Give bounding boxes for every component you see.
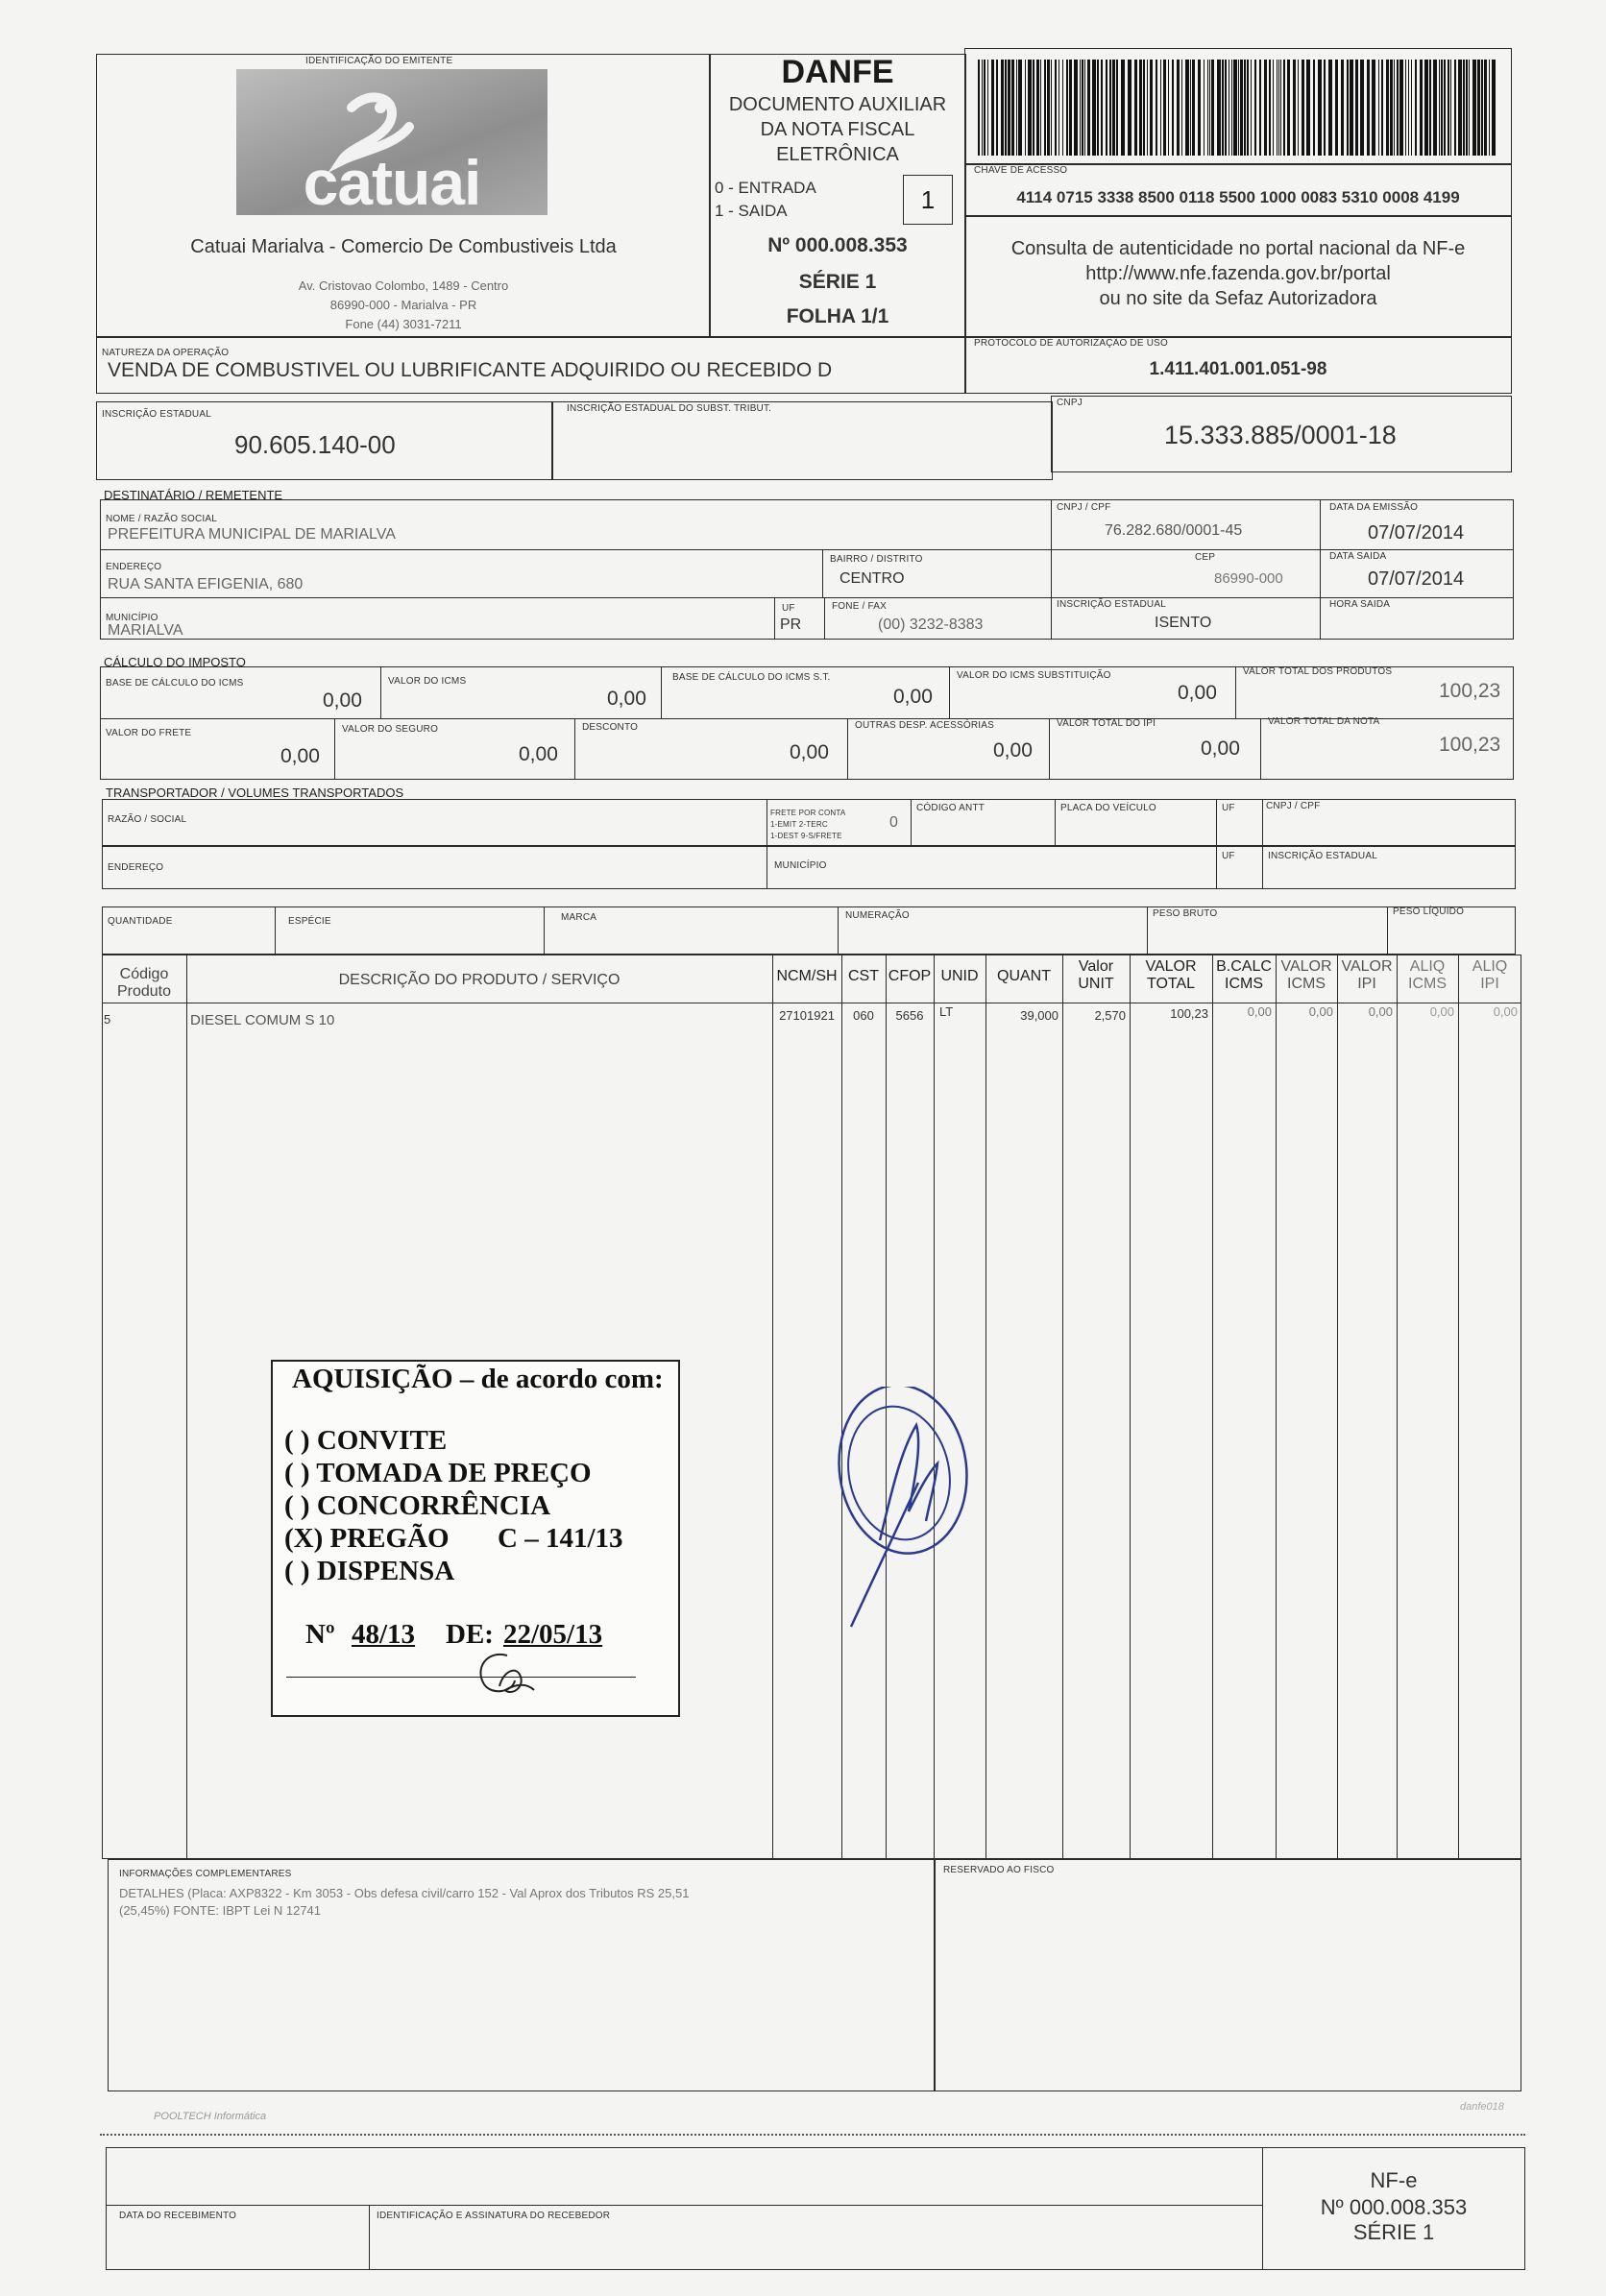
barcode-bar xyxy=(1302,60,1304,156)
col-header-vicms: VALOR ICMS xyxy=(1280,958,1332,992)
barcode-bar xyxy=(1225,60,1227,156)
base-st: 0,00 xyxy=(893,686,933,708)
barcode-bar xyxy=(1273,60,1274,156)
barcode-bar xyxy=(1397,60,1399,156)
transp-municipio-label: MUNICÍPIO xyxy=(774,860,827,871)
barcode-bar xyxy=(1058,60,1059,156)
numeracao-label: NUMERAÇÃO xyxy=(845,910,910,921)
barcode-bar xyxy=(1298,60,1299,156)
barcode-bar xyxy=(1209,60,1210,156)
barcode-bar xyxy=(1087,60,1090,156)
desconto: 0,00 xyxy=(790,741,829,763)
barcode-bar xyxy=(1066,60,1068,156)
barcode-bar xyxy=(1283,60,1285,156)
barcode-bar xyxy=(1287,60,1290,156)
barcode-bar xyxy=(1011,60,1014,156)
chave-value: 4114 0715 3338 8500 0118 5500 1000 0083 5310 0008 4199 xyxy=(1016,188,1460,206)
barcode-bar xyxy=(1047,60,1050,156)
barcode-bar xyxy=(1128,60,1132,156)
transp-ie-label: INSCRIÇÃO ESTADUAL xyxy=(1268,851,1377,861)
dest-nome-label: NOME / RAZÃO SOCIAL xyxy=(106,514,218,524)
barcode-bar xyxy=(1367,60,1370,156)
barcode-bar xyxy=(1489,60,1490,156)
form-code: danfe018 xyxy=(1460,2101,1504,2113)
col-header-bcalc: B.CALC ICMS xyxy=(1216,958,1272,992)
barcode-bar xyxy=(1198,60,1201,156)
barcode-bar xyxy=(1278,60,1279,156)
barcode-bar xyxy=(1240,60,1243,156)
seguro-label: VALOR DO SEGURO xyxy=(342,724,439,735)
frete-conta-label-3: 1-DEST 9-S/FRETE xyxy=(770,832,842,840)
antt-label: CÓDIGO ANTT xyxy=(916,803,986,813)
barcode-bar xyxy=(1463,60,1465,156)
barcode-bar xyxy=(1044,60,1046,156)
barcode-bar xyxy=(1347,60,1349,156)
barcode-bar xyxy=(1481,60,1483,156)
footer-serie: SÉRIE 1 xyxy=(1352,2220,1435,2244)
col-header-cfop: CFOP xyxy=(888,968,932,984)
col-header-cst: CST xyxy=(848,968,879,984)
barcode-bar xyxy=(1028,60,1032,156)
barcode-bar xyxy=(1040,60,1041,156)
danfe-serie: SÉRIE 1 xyxy=(798,271,877,293)
stamp-pregao: (X) PREGÃO xyxy=(284,1523,450,1554)
danfe-folha: FOLHA 1/1 xyxy=(786,305,889,327)
barcode-bar xyxy=(984,60,986,156)
cep: 86990-000 xyxy=(1214,570,1283,587)
barcode-bar xyxy=(1055,60,1057,156)
barcode-bar xyxy=(1472,60,1476,156)
frete-label: VALOR DO FRETE xyxy=(106,728,192,738)
barcode-bar xyxy=(1444,60,1446,156)
col-header-vipi: VALOR IPI xyxy=(1341,958,1393,992)
ie-value: 90.605.140-00 xyxy=(234,430,396,459)
barcode-bar xyxy=(1405,60,1406,156)
fone-label: FONE / FAX xyxy=(832,601,888,612)
barcode-bar xyxy=(1454,60,1456,156)
barcode-bar xyxy=(1156,60,1157,156)
base-st-label: BASE DE CÁLCULO DO ICMS S.T. xyxy=(672,672,831,683)
transportador-box-3 xyxy=(102,906,1516,955)
barcode-bar xyxy=(1231,60,1232,156)
stamp-data: 22/05/13 xyxy=(503,1619,603,1650)
ipi: 0,00 xyxy=(1201,737,1240,760)
danfe-subtitle-2: DA NOTA FISCAL xyxy=(760,119,915,140)
barcode-bar xyxy=(1251,60,1252,156)
barcode-bar xyxy=(1399,60,1403,156)
barcode-bar xyxy=(1280,60,1281,156)
dest-cnpj: 76.282.680/0001-45 xyxy=(1105,522,1243,539)
barcode-bar xyxy=(987,60,988,156)
col-header-ncm: NCM/SH xyxy=(776,968,838,984)
frete: 0,00 xyxy=(280,745,320,767)
barcode-bar xyxy=(978,60,980,156)
barcode-bar xyxy=(1259,60,1261,156)
barcode-bar xyxy=(1109,60,1111,156)
frete-conta-label-1: FRETE POR CONTA xyxy=(770,809,846,817)
row-descricao: DIESEL COMUM S 10 xyxy=(190,1012,335,1028)
barcode-bar xyxy=(1116,60,1118,156)
barcode-bar xyxy=(1106,60,1107,156)
total-nota: 100,23 xyxy=(1439,734,1501,756)
destinatario-section-label: DESTINATÁRIO / REMETENTE xyxy=(104,488,283,502)
fisco-label: RESERVADO AO FISCO xyxy=(943,1865,1055,1875)
row-codigo: 5 xyxy=(104,1012,111,1027)
transp-uf-label: UF xyxy=(1222,803,1235,813)
barcode-bar xyxy=(1269,60,1271,156)
barcode-bar xyxy=(1147,60,1148,156)
seguro: 0,00 xyxy=(519,743,558,765)
dest-ie-label: INSCRIÇÃO ESTADUAL xyxy=(1057,599,1166,610)
barcode-bar xyxy=(1121,60,1125,156)
row-cfop: 5656 xyxy=(895,1008,924,1023)
consulta-url: http://www.nfe.fazenda.gov.br/portal xyxy=(1085,263,1391,284)
total-nota-label: VALOR TOTAL DA NOTA xyxy=(1268,716,1380,727)
info-line-1: DETALHES (Placa: AXP8322 - Km 3053 - Obs defesa civil/carro 152 - Val Aprox dos Tributos RS 25,51 xyxy=(119,1886,690,1900)
total-produtos-label: VALOR TOTAL DOS PRODUTOS xyxy=(1243,666,1393,677)
stamp-convite: ( ) CONVITE xyxy=(284,1425,448,1456)
frete-conta-label-2: 1-EMIT 2-TERC xyxy=(770,820,828,829)
barcode-bar xyxy=(1016,60,1017,156)
quantidade-label: QUANTIDADE xyxy=(108,916,173,927)
stamp-numero: 48/13 xyxy=(352,1619,416,1650)
outras-label: OUTRAS DESP. ACESSÓRIAS xyxy=(855,720,995,731)
municipio: MARIALVA xyxy=(108,622,183,639)
barcode-bar xyxy=(1450,60,1451,156)
barcode-bar xyxy=(1244,60,1246,156)
barcode-bar xyxy=(1306,60,1310,156)
cep-label: CEP xyxy=(1195,552,1216,563)
especie-label: ESPÉCIE xyxy=(288,916,331,927)
barcode-bar xyxy=(1177,60,1180,156)
barcode-bar xyxy=(1018,60,1022,156)
data-saida-label: DATA SAIDA xyxy=(1329,551,1387,562)
ipi-label: VALOR TOTAL DO IPI xyxy=(1057,718,1156,729)
data-emissao: 07/07/2014 xyxy=(1368,522,1465,544)
barcode-bar xyxy=(1168,60,1169,156)
col-header-descricao: DESCRIÇÃO DO PRODUTO / SERVIÇO xyxy=(338,972,620,988)
barcode-bar xyxy=(1420,60,1423,156)
barcode-bar xyxy=(1062,60,1063,156)
barcode-bar xyxy=(996,60,998,156)
cnpj-emitente-label: CNPJ xyxy=(1057,398,1083,408)
row-ncm: 27101921 xyxy=(779,1008,835,1023)
barcode-bar xyxy=(1233,60,1237,156)
barcode-bar xyxy=(1341,60,1344,156)
barcode-bar xyxy=(1084,60,1085,156)
dest-ie: ISENTO xyxy=(1155,615,1212,631)
base-icms-label: BASE DE CÁLCULO DO ICMS xyxy=(106,678,244,689)
stamp-concorrencia: ( ) CONCORRÊNCIA xyxy=(284,1490,551,1521)
barcode-bar xyxy=(1360,60,1364,156)
barcode-bar xyxy=(1101,60,1103,156)
stamp-numero-prefix: Nº xyxy=(305,1619,335,1650)
barcode-bar xyxy=(1025,60,1026,156)
assinatura-label: IDENTIFICAÇÃO E ASSINATURA DO RECEBEDOR xyxy=(377,2211,611,2221)
emitente-address-2: 86990-000 - Marialva - PR xyxy=(329,298,477,312)
barcode-bar xyxy=(1458,60,1462,156)
barcode-bar xyxy=(1074,60,1078,156)
col-header-quant: QUANT xyxy=(997,968,1051,984)
barcode-bar xyxy=(1112,60,1115,156)
row-quant: 39,000 xyxy=(1020,1008,1058,1023)
barcode-bar xyxy=(1008,60,1010,156)
barcode-bar xyxy=(1469,60,1470,156)
barcode-bar xyxy=(1408,60,1409,156)
stamp-data-prefix: DE: xyxy=(446,1619,494,1650)
row-vicms: 0,00 xyxy=(1308,1004,1333,1019)
barcode-bar xyxy=(1150,60,1153,156)
barcode-bar xyxy=(1386,60,1389,156)
emitente-section-label: IDENTIFICAÇÃO DO EMITENTE xyxy=(305,56,453,66)
row-vunit: 2,570 xyxy=(1094,1008,1126,1023)
row-aipi: 0,00 xyxy=(1493,1004,1518,1019)
barcode-bar xyxy=(1181,60,1182,156)
stamp-dispensa: ( ) DISPENSA xyxy=(284,1556,455,1586)
barcode-bar xyxy=(1134,60,1137,156)
transp-cnpj-label: CNPJ / CPF xyxy=(1266,801,1321,811)
info-line-2: (25,45%) FONTE: IBPT Lei N 12741 xyxy=(119,1903,322,1918)
barcode-bar xyxy=(1355,60,1358,156)
barcode-bar xyxy=(1372,60,1375,156)
desconto-label: DESCONTO xyxy=(582,722,639,733)
barcode-bar xyxy=(1247,60,1249,156)
barcode-bar xyxy=(1324,60,1326,156)
transp-endereco-label: ENDEREÇO xyxy=(108,862,164,873)
valor-icms-label: VALOR DO ICMS xyxy=(388,676,467,687)
data-emissao-label: DATA DA EMISSÃO xyxy=(1329,502,1419,513)
barcode-bar xyxy=(1160,60,1161,156)
barcode-bar xyxy=(1477,60,1480,156)
data-saida: 07/07/2014 xyxy=(1368,568,1465,590)
barcode-bar xyxy=(1192,60,1195,156)
saida-label: 1 - SAIDA xyxy=(715,202,788,220)
dest-cnpj-label: CNPJ / CPF xyxy=(1057,502,1111,513)
transportador-section-label: TRANSPORTADOR / VOLUMES TRANSPORTADOS xyxy=(106,785,404,800)
col-header-aipi: ALIQ IPI xyxy=(1472,958,1508,992)
uf-label: UF xyxy=(782,603,795,614)
barcode-bar xyxy=(1036,60,1039,156)
barcode-bar xyxy=(1318,60,1322,156)
barcode-bar xyxy=(982,60,983,156)
natureza-label: NATUREZA DA OPERAÇÃO xyxy=(102,348,230,358)
destinatario-box xyxy=(100,499,1514,640)
valor-st-label: VALOR DO ICMS SUBSTITUIÇÃO xyxy=(957,670,1111,681)
barcode-bar xyxy=(1222,60,1224,156)
logo-text: catuai xyxy=(303,147,481,218)
footer-numero: Nº 000.008.353 xyxy=(1320,2195,1468,2219)
razao-social-label: RAZÃO / SOCIAL xyxy=(108,814,187,825)
software-name: POOLTECH Informática xyxy=(154,2111,267,2122)
barcode-bar xyxy=(1238,60,1239,156)
barcode-bar xyxy=(1350,60,1353,156)
barcode-bar xyxy=(1335,60,1338,156)
protocolo-label: PROTOCOLO DE AUTORIZAÇÃO DE USO xyxy=(974,338,1168,349)
barcode-bar xyxy=(1439,60,1440,156)
bairro: CENTRO xyxy=(840,570,905,587)
row-vtotal: 100,23 xyxy=(1170,1006,1208,1021)
company-logo xyxy=(236,69,548,218)
total-produtos: 100,23 xyxy=(1439,680,1501,702)
barcode-bar xyxy=(1313,60,1315,156)
danfe-subtitle-3: ELETRÔNICA xyxy=(776,144,899,165)
row-unid: LT xyxy=(939,1004,954,1019)
barcode-bar xyxy=(1466,60,1468,156)
cnpj-emitente-value: 15.333.885/0001-18 xyxy=(1164,421,1397,449)
emitente-phone: Fone (44) 3031-7211 xyxy=(345,317,462,331)
stamp-initials-icon xyxy=(457,1642,544,1709)
barcode-bar xyxy=(1069,60,1072,156)
barcode-bar xyxy=(1328,60,1332,156)
dest-endereco: RUA SANTA EFIGENIA, 680 xyxy=(108,576,304,592)
col-header-unid: UNID xyxy=(940,968,979,984)
peso-bruto-label: PESO BRUTO xyxy=(1153,908,1218,919)
iest-label: INSCRIÇÃO ESTADUAL DO SUBST. TRIBUT. xyxy=(567,403,772,414)
cut-line xyxy=(100,2134,1525,2136)
barcode-bar xyxy=(1097,60,1099,156)
info-label: INFORMAÇÕES COMPLEMENTARES xyxy=(119,1869,292,1879)
barcode-bar xyxy=(1163,60,1166,156)
barcode-bar xyxy=(1143,60,1145,156)
barcode-bar xyxy=(1390,60,1393,156)
uf: PR xyxy=(780,616,802,633)
municipio-label: MUNICÍPIO xyxy=(106,613,158,623)
consulta-line-1: Consulta de autenticidade no portal nacional da NF-e xyxy=(1010,238,1466,259)
barcode-bar xyxy=(1092,60,1096,156)
marca-label: MARCA xyxy=(561,912,597,923)
frete-conta-value: 0 xyxy=(889,814,898,831)
peso-liquido-label: PESO LÍQUIDO xyxy=(1393,906,1465,917)
barcode-bar xyxy=(1080,60,1081,156)
barcode-bar xyxy=(1033,60,1034,156)
barcode-bar xyxy=(1415,60,1417,156)
emitente-address-1: Av. Cristovao Colombo, 1489 - Centro xyxy=(298,278,509,293)
barcode-bar xyxy=(1293,60,1296,156)
entrada-label: 0 - ENTRADA xyxy=(715,179,816,197)
row-bcalc: 0,00 xyxy=(1247,1004,1272,1019)
col-header-vunit: Valor UNIT xyxy=(1078,958,1114,992)
chave-label: CHAVE DE ACESSO xyxy=(974,165,1068,176)
barcode-bar xyxy=(1484,60,1487,156)
danfe-title: DANFE xyxy=(781,54,894,90)
tipo-operacao-box: 1 xyxy=(903,175,953,225)
stamp-pregao-code: C – 141/13 xyxy=(498,1523,623,1554)
row-vipi: 0,00 xyxy=(1368,1004,1393,1019)
placa-label: PLACA DO VEÍCULO xyxy=(1060,803,1156,813)
barcode-bar xyxy=(1441,60,1443,156)
imposto-section-label: CÁLCULO DO IMPOSTO xyxy=(104,655,246,669)
barcode-bar xyxy=(1264,60,1267,156)
barcode-bar xyxy=(1424,60,1428,156)
barcode-bar xyxy=(991,60,994,156)
row-cst: 060 xyxy=(853,1008,874,1023)
valor-icms: 0,00 xyxy=(607,688,646,710)
barcode-bar xyxy=(1448,60,1449,156)
barcode-bar xyxy=(1139,60,1142,156)
barcode-bar xyxy=(1001,60,1004,156)
signature-icon xyxy=(822,1387,986,1636)
emitente-name: Catuai Marialva - Comercio De Combustiveis Ltda xyxy=(190,236,617,257)
barcode-bar xyxy=(1378,60,1379,156)
bairro-label: BAIRRO / DISTRITO xyxy=(830,554,923,565)
barcode-bar xyxy=(1433,60,1437,156)
dest-nome: PREFEITURA MUNICIPAL DE MARIALVA xyxy=(108,526,396,543)
footer-nfe: NF-e xyxy=(1370,2168,1418,2192)
col-header-vtotal: VALOR TOTAL xyxy=(1145,958,1197,992)
danfe-numero: Nº 000.008.353 xyxy=(767,234,908,256)
dest-endereco-label: ENDEREÇO xyxy=(106,562,162,572)
barcode-bar xyxy=(1082,60,1083,156)
transp-uf-label-2: UF xyxy=(1222,851,1235,861)
stamp-title: AQUISIÇÃO – de acordo com: xyxy=(292,1364,664,1394)
hora-saida-label: HORA SAIDA xyxy=(1329,599,1391,610)
barcode-bar xyxy=(1429,60,1431,156)
barcode-bar xyxy=(1185,60,1189,156)
stamp-tomada: ( ) TOMADA DE PREÇO xyxy=(284,1458,592,1488)
barcode-bar xyxy=(1190,60,1191,156)
barcode-bar xyxy=(1005,60,1007,156)
fone: (00) 3232-8383 xyxy=(878,616,984,633)
barcode-bar xyxy=(1492,60,1496,156)
valor-st: 0,00 xyxy=(1178,682,1217,704)
barcode-bar xyxy=(1394,60,1395,156)
outras: 0,00 xyxy=(993,739,1033,761)
barcode-bar xyxy=(1207,60,1208,156)
natureza-value: VENDA DE COMBUSTIVEL OU LUBRIFICANTE ADQUIRIDO OU RECEBIDO D xyxy=(108,359,833,381)
col-header-aicms: ALIQ ICMS xyxy=(1408,958,1447,992)
data-recebimento-label: DATA DO RECEBIMENTO xyxy=(119,2211,237,2221)
danfe-subtitle-1: DOCUMENTO AUXILIAR xyxy=(728,94,947,115)
ie-label: INSCRIÇÃO ESTADUAL xyxy=(102,409,211,420)
barcode-bar xyxy=(1211,60,1214,156)
barcode-bar xyxy=(1411,60,1412,156)
base-icms: 0,00 xyxy=(323,689,362,712)
consulta-line-3: ou no site da Sefaz Autorizadora xyxy=(1099,288,1377,309)
barcode-bar xyxy=(1254,60,1256,156)
col-header-codigo: Código Produto xyxy=(116,966,172,1000)
barcode-bar xyxy=(1051,60,1052,156)
barcode-bar xyxy=(1277,60,1278,156)
barcode-bar xyxy=(1381,60,1383,156)
fisco-box xyxy=(934,1859,1521,2091)
barcode-bar xyxy=(1217,60,1221,156)
row-aicms: 0,00 xyxy=(1429,1004,1454,1019)
barcode-icon xyxy=(978,60,1498,156)
barcode-bar xyxy=(1172,60,1174,156)
protocolo-value: 1.411.401.001.051-98 xyxy=(1149,359,1327,379)
